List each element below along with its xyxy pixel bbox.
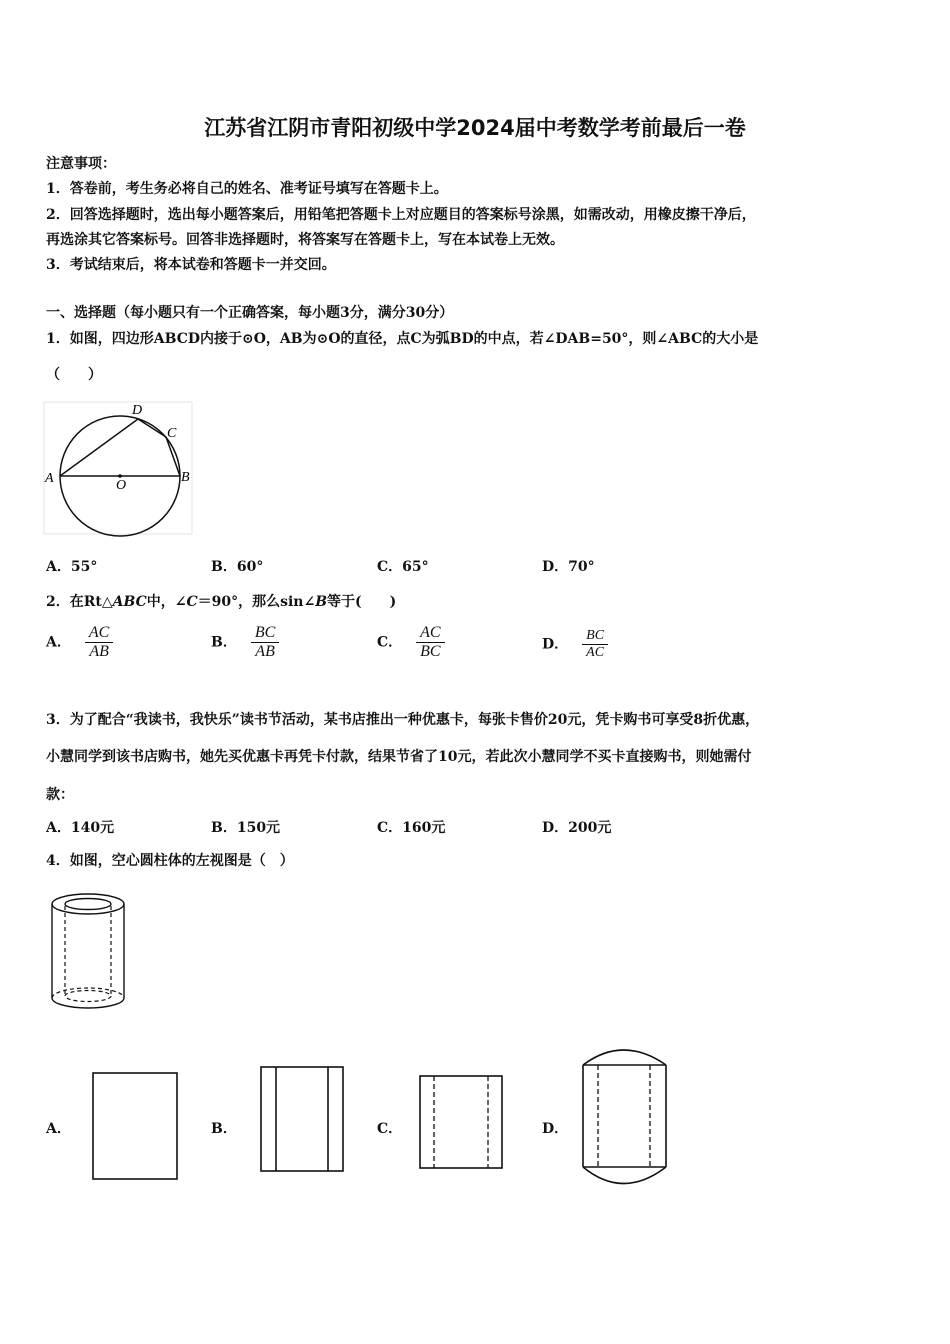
q1-option-c: C．65° <box>377 559 429 575</box>
q4-option-a-figure <box>90 1070 180 1182</box>
q2-mid: 中，∠ <box>146 594 187 610</box>
q1-text: 1．如图，四边形ABCD内接于⊙O，AB为⊙O的直径，点C为弧BD的中点，若∠DAB=50°，则∠ABC的大小是 <box>46 331 759 347</box>
outer-top-ellipse <box>52 894 124 914</box>
chord-dc <box>138 419 166 437</box>
chord-ad <box>60 419 138 476</box>
q2-option-label: A． <box>46 634 71 651</box>
outer-rectangle <box>420 1076 502 1168</box>
q2-c: C <box>186 594 198 610</box>
q2-suffix: 等于( ) <box>327 594 397 610</box>
inner-bottom-hidden-ellipse <box>65 991 111 1002</box>
q1-option-d: D．70° <box>542 559 595 575</box>
top-arc <box>583 1050 666 1065</box>
q1-option-a: A．55° <box>46 559 98 575</box>
q4-hollow-cylinder-figure <box>48 890 138 1015</box>
notice-item-2b: 再选涂其它答案标号。回答非选择题时，将答案写在答题卡上，写在本试卷上无效。 <box>46 232 564 248</box>
q2-text <box>46 591 396 611</box>
q2-option-c <box>377 624 445 661</box>
chord-cb <box>166 437 180 476</box>
q1-circle-figure <box>40 398 200 538</box>
q2-option-d <box>542 628 608 661</box>
q4-option-d-label: D． <box>542 1121 569 1137</box>
q2-option-label: B． <box>211 634 237 651</box>
q3-option-d: D．200元 <box>542 820 612 836</box>
fraction-numerator: AC <box>88 624 110 641</box>
q1-paren: （ ） <box>46 367 102 383</box>
bottom-arc <box>583 1167 666 1184</box>
plain-rectangle <box>93 1073 177 1179</box>
q2-b: B <box>315 594 328 610</box>
q2-option-b <box>211 624 279 661</box>
fraction-denominator: AB <box>85 642 113 661</box>
q2-prefix: 2．在Rt△ <box>46 594 113 610</box>
q4-option-b-label: B． <box>211 1121 237 1137</box>
q4-option-a-label: A． <box>46 1121 71 1137</box>
q3-option-a: A．140元 <box>46 820 115 836</box>
q4-option-d-figure <box>578 1045 673 1190</box>
label-c: C <box>167 426 177 441</box>
q2-option-label: C． <box>377 634 403 651</box>
q4-text: 4．如图，空心圆柱体的左视图是（ ） <box>46 853 294 869</box>
fraction-denominator: BC <box>416 642 444 661</box>
q2-mid2: ＝90°，那么sin∠ <box>197 594 316 610</box>
section-heading: 一、选择题（每小题只有一个正确答案，每小题3分，满分30分） <box>46 305 454 321</box>
fraction-denominator: AC <box>582 644 608 661</box>
notice-heading: 注意事项： <box>46 156 116 172</box>
fraction-numerator: AC <box>420 624 441 641</box>
q2-option-label: D． <box>542 636 569 653</box>
inner-top-ellipse <box>65 899 111 910</box>
q4-option-c-figure <box>417 1073 507 1173</box>
fraction-numerator: BC <box>254 624 276 641</box>
outer-rectangle <box>261 1067 343 1171</box>
q4-option-c-label: C． <box>377 1121 403 1137</box>
label-o: O <box>116 478 127 493</box>
outer-bottom-arc <box>52 998 124 1008</box>
fraction-denominator: AB <box>251 642 279 661</box>
label-a: A <box>45 471 54 486</box>
q3-option-b: B．150元 <box>211 820 281 836</box>
notice-item-1: 1．答卷前，考生务必将自己的姓名、准考证号填写在答题卡上。 <box>46 181 448 197</box>
fraction <box>85 624 113 661</box>
label-d: D <box>132 403 143 418</box>
fraction <box>582 628 608 661</box>
outer-bottom-hidden-arc <box>52 988 124 998</box>
label-b: B <box>181 470 190 485</box>
notice-item-2a: 2．回答选择题时，选出每小题答案后，用铅笔把答题卡上对应题目的答案标号涂黑，如需改动，用橡皮擦干净后， <box>46 207 756 223</box>
figure-border <box>44 402 192 534</box>
q3-line-3: 款： <box>46 787 74 803</box>
notice-item-3: 3．考试结束后，将本试卷和答题卡一并交回。 <box>46 257 336 273</box>
q1-option-b: B．60° <box>211 559 264 575</box>
q3-line-1: 3．为了配合“我读书，我快乐”读书节活动，某书店推出一种优惠卡，每张卡售价20元，凭卡购书可享受8折优惠， <box>46 712 760 728</box>
fraction-numerator: BC <box>586 628 605 643</box>
q2-abc: ABC <box>112 594 147 610</box>
page-title: 江苏省江阴市青阳初级中学2024届中考数学考前最后一卷 <box>204 116 746 140</box>
q3-option-c: C．160元 <box>377 820 446 836</box>
q3-line-2: 小慧同学到该书店购书，她先买优惠卡再凭卡付款，结果节省了10元，若此次小慧同学不买卡直接购书，则她需付 <box>46 749 752 765</box>
fraction <box>251 624 279 661</box>
q4-option-b-figure <box>258 1064 348 1174</box>
q2-option-a <box>46 624 113 661</box>
fraction <box>416 624 444 661</box>
